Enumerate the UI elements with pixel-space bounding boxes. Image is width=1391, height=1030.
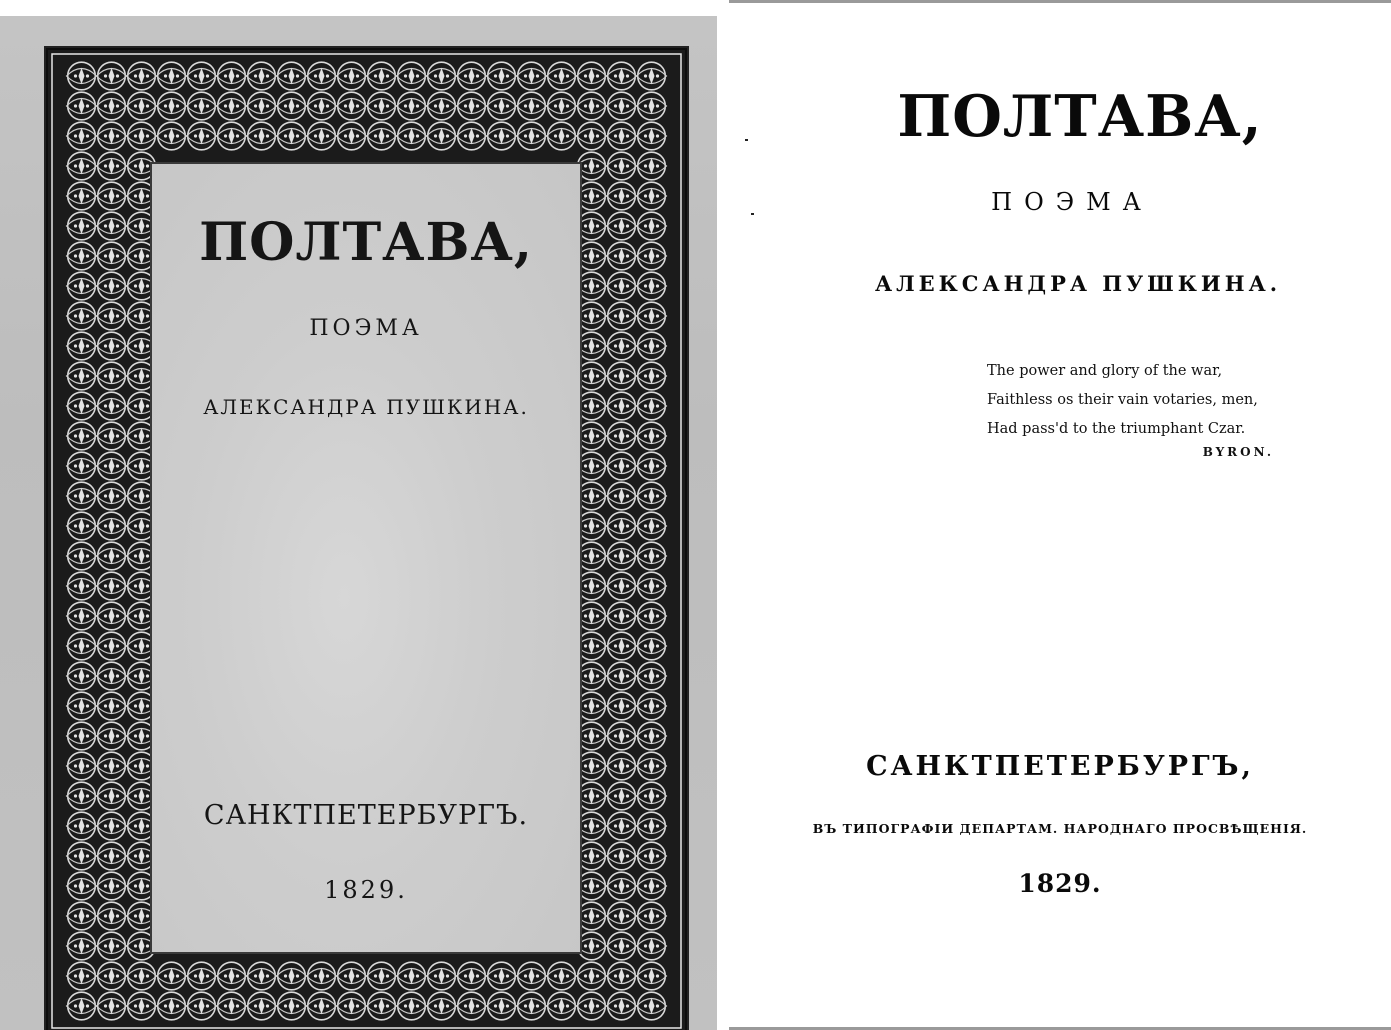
epigraph <box>987 357 1307 459</box>
title-page-press: ВЪ ТИПОГРАФІИ ДЕПАРТАМ. НАРОДНАГО ПРОСВѢЩЕНІЯ. <box>812 821 1308 836</box>
title-page-subtitle: ПОЭМА <box>991 188 1153 216</box>
paper-speck <box>751 213 754 215</box>
cover-city: САНКТПЕТЕРБУРГЪ. <box>203 800 529 831</box>
title-page-city: САНКТПЕТЕРБУРГЪ, <box>866 751 1254 782</box>
cover-text-panel <box>150 162 582 954</box>
title-page-year: 1829. <box>1018 869 1102 898</box>
title-page <box>729 0 1391 1030</box>
cover-subtitle: ПОЭМА <box>309 316 423 341</box>
epigraph-line: Had pass'd to the triumphant Czar. <box>987 421 1246 437</box>
cover-author: АЛЕКСАНДРА ПУШКИНА. <box>203 395 529 419</box>
title-page-author: АЛЕКСАНДРА ПУШКИНА. <box>874 271 1282 296</box>
epigraph-attribution: BYRON. <box>1202 445 1274 459</box>
epigraph-line: Faithless os their vain votaries, men, <box>987 392 1258 408</box>
title-page-title: ПОЛТАВА, <box>897 83 1263 150</box>
epigraph-line: The power and glory of the war, <box>987 363 1223 379</box>
paper-speck <box>745 139 748 141</box>
cover-title: ПОЛТАВА, <box>199 212 533 273</box>
cover-year: 1829. <box>324 876 408 904</box>
scan-margin <box>0 0 717 16</box>
